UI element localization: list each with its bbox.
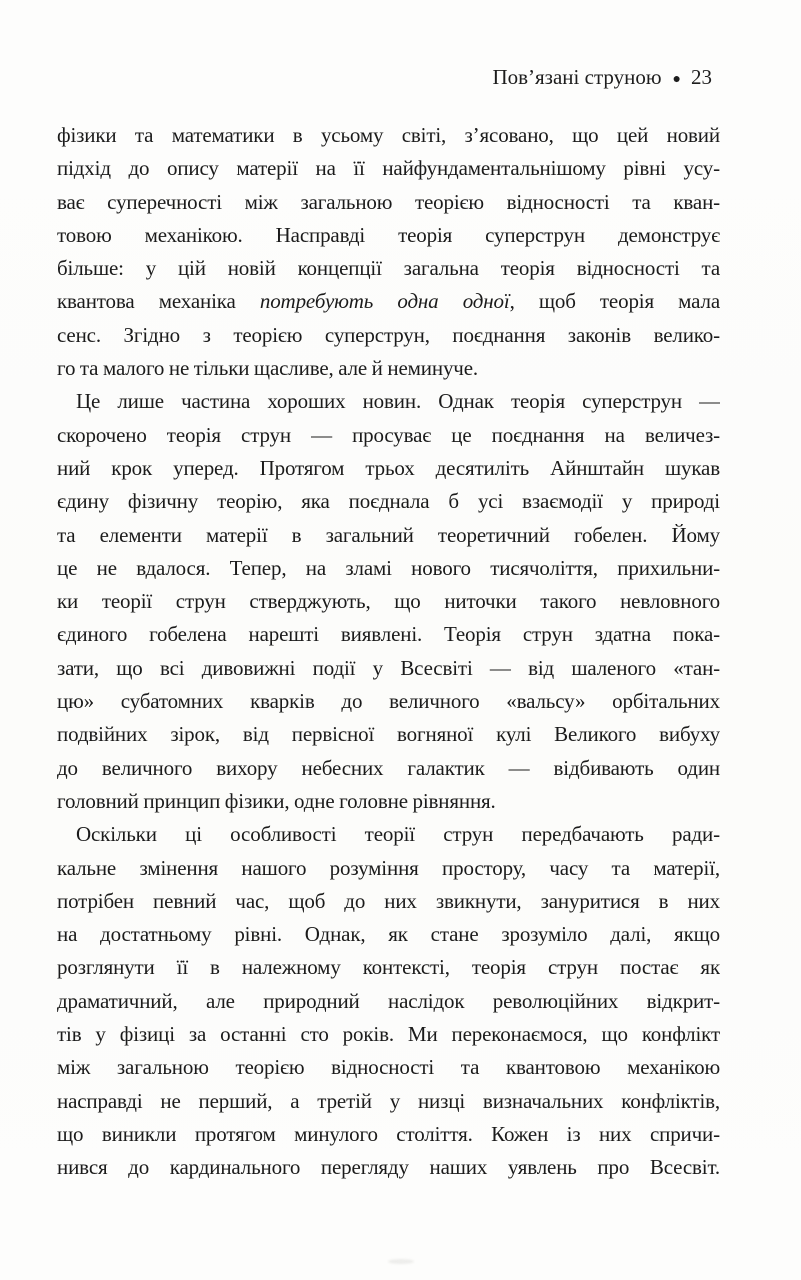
running-header	[57, 62, 712, 95]
text-line	[57, 452, 720, 485]
text-run: го та малого не тільки щасливе, але й неминуче.	[57, 356, 478, 381]
text-line	[57, 585, 720, 618]
paragraph	[57, 385, 720, 818]
text-line	[57, 918, 720, 951]
text-line	[57, 352, 720, 385]
text-line	[57, 752, 720, 785]
text-line	[57, 951, 720, 984]
text-line	[57, 1051, 720, 1084]
text-line	[57, 385, 720, 418]
running-title: Пов’язані струною	[492, 65, 662, 89]
text-line	[57, 818, 720, 851]
page-body	[57, 119, 720, 1185]
text-run: драматичний, але природний наслідок революційних відкрит-	[57, 988, 720, 1013]
text-line	[57, 552, 720, 585]
text-line	[57, 152, 720, 185]
text-line	[57, 718, 720, 751]
text-run: потрібен певний час, щоб до них звикнути, зануритися в них	[57, 888, 720, 913]
text-line	[57, 885, 720, 918]
text-line	[57, 785, 720, 818]
text-run: Це лише частина хороших новин. Однак теорія суперструн —	[76, 389, 720, 414]
text-run: ває суперечності між загальною теорією відносності та кван-	[57, 189, 720, 214]
text-run: нився до кардинального перегляду наших уявлень про Всесвіт.	[57, 1155, 720, 1180]
text-run: ки теорії струн стверджують, що ниточки такого невловного	[57, 589, 720, 614]
text-line	[57, 519, 720, 552]
text-run: квантова механіка	[57, 289, 260, 314]
text-run: , щоб теорія мала	[509, 289, 720, 314]
scan-smudge	[388, 1259, 414, 1264]
text-line	[57, 985, 720, 1018]
text-run: товою механікою. Насправді теорія суперструн демонструє	[57, 222, 720, 247]
text-line	[57, 186, 720, 219]
text-line	[57, 1018, 720, 1051]
text-line	[57, 1118, 720, 1151]
text-run: скорочено теорія струн — просуває це поєднання на величез-	[57, 422, 720, 447]
text-run: насправді не перший, а третій у низці визначальних конфліктів,	[57, 1088, 720, 1113]
paragraph	[57, 818, 720, 1184]
text-line	[57, 119, 720, 152]
text-run: сенс. Згідно з теорією суперструн, поєднання законів велико-	[57, 322, 720, 347]
bullet-separator-icon: ●	[672, 72, 681, 87]
text-run: між загальною теорією відносності та квантовою механікою	[57, 1055, 720, 1080]
text-line	[57, 319, 720, 352]
text-run: тів у фізиці за останні сто років. Ми переконаємося, що конфлікт	[57, 1022, 720, 1047]
text-run: кальне змінення нашого розуміння простору, часу та матерії,	[57, 855, 720, 880]
text-run: це не вдалося. Тепер, на зламі нового тисячоліття, прихильни-	[57, 555, 720, 580]
text-run: цю» субатомних кварків до величного «вальсу» орбітальних	[57, 689, 720, 714]
text-run: розглянути її в належному контексті, теорія струн постає як	[57, 955, 720, 980]
text-run: більше: у цій новій концепції загальна теорія відносності та	[57, 256, 720, 281]
text-run: головний принцип фізики, одне головне рівняння.	[57, 788, 496, 813]
text-run: єдиного гобелена нарешті виявлені. Теорія струн здатна пока-	[57, 622, 720, 647]
text-run: підхід до опису матерії на її найфундаментальнішому рівні усу-	[57, 156, 720, 181]
text-line	[57, 252, 720, 285]
text-line	[57, 618, 720, 651]
text-run: до величного вихору небесних галактик — відбивають один	[57, 755, 720, 780]
text-run: зати, що всі дивовижні події у Всесвіті — від шаленого «тан-	[57, 655, 720, 680]
text-run: Оскільки ці особливості теорії струн передбачають ради-	[76, 822, 720, 847]
text-line	[57, 485, 720, 518]
text-line	[57, 652, 720, 685]
italic-text-run: потребують одна одної	[259, 289, 510, 314]
text-run: на достатньому рівні. Однак, як стане зрозуміло далі, якщо	[57, 922, 720, 947]
text-line	[57, 1085, 720, 1118]
text-line	[57, 685, 720, 718]
text-line	[57, 219, 720, 252]
paragraph	[57, 119, 720, 385]
text-run: що виникли протягом минулого століття. Кожен із них спричи-	[57, 1121, 720, 1146]
text-line	[57, 1151, 720, 1184]
text-line	[57, 419, 720, 452]
page-number: 23	[691, 65, 712, 89]
text-run: та елементи матерії в загальний теоретичний гобелен. Йому	[57, 522, 720, 547]
text-run: ний крок уперед. Протягом трьох десятиліть Айнштайн шукав	[57, 455, 720, 480]
text-line	[57, 852, 720, 885]
text-line	[57, 285, 720, 318]
text-run: фізики та математики в усьому світі, з’ясовано, що цей новий	[57, 123, 720, 147]
text-run: єдину фізичну теорію, яка поєднала б усі взаємодії у природі	[57, 489, 720, 514]
text-run: подвійних зірок, від первісної вогняної кулі Великого вибуху	[57, 722, 720, 747]
